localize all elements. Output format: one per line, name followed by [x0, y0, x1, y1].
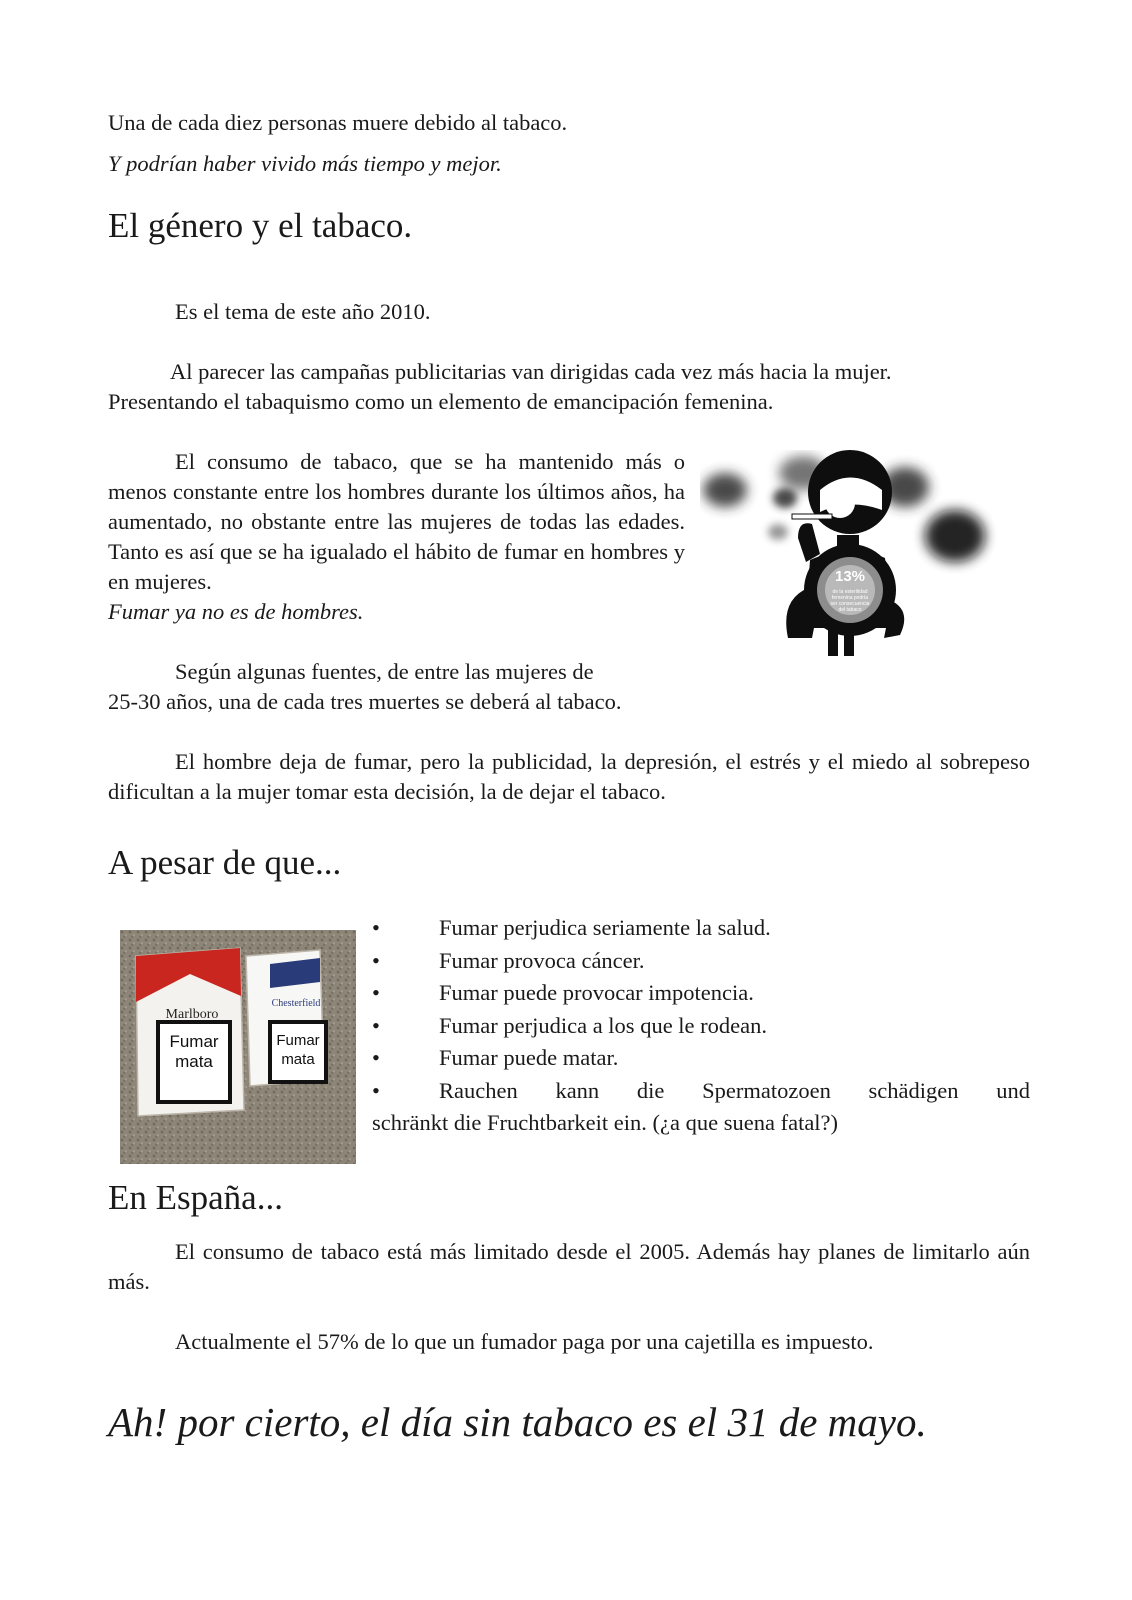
marlboro-pack: [136, 948, 244, 1116]
pack-warning-1-line2: mata: [175, 1052, 213, 1071]
cigarette-packs-photo: [120, 930, 356, 1164]
list-item: [372, 945, 1030, 978]
list-item: [372, 1010, 1030, 1043]
bullet-mark: •: [372, 1012, 380, 1038]
warning-list: [372, 912, 1030, 1140]
pregnant-smoker-illustration: [700, 450, 1020, 675]
list-item: [372, 1042, 1030, 1075]
paragraph-consumo-text: El consumo de tabaco, que se ha mantenido más o menos constante entre los hombres durante los últimos años, ha aumentado, no obstante entre las mujeres de todas las edades. Tanto es así que se ha igualado el hábito de fumar en hombres y en mujeres.: [108, 449, 685, 594]
bullet-mark: •: [372, 1077, 380, 1103]
pack-brand-2: Chesterfield: [271, 998, 321, 1009]
pack-warning-1-line1: Fumar: [169, 1032, 219, 1051]
paragraph-campanas-line2: Presentando el tabaquismo como un elemento de emancipación femenina.: [108, 389, 774, 414]
sterility-caption-3: ser consecuencia: [830, 601, 870, 607]
list-item: [372, 912, 1030, 945]
bullet-mark: •: [372, 915, 380, 940]
sterility-caption-2: femenina podría: [831, 595, 869, 601]
list-item-text: Fumar puede matar.: [439, 1045, 619, 1070]
pack-warning-2-line2: mata: [281, 1051, 315, 1068]
list-item: [372, 977, 1030, 1010]
paragraph-campanas: [108, 357, 1030, 417]
list-item-text-line2: schränkt die Fruchtbarkeit ein. (¿a que suena fatal?): [372, 1110, 839, 1135]
list-item-text: Fumar puede provocar impotencia.: [439, 980, 754, 1005]
list-item-text: Fumar provoca cáncer.: [439, 947, 645, 973]
bullet-mark: •: [372, 947, 380, 973]
paragraph-campanas-line1: Al parecer las campañas publicitarias van dirigidas cada vez más hacia la mujer.: [170, 359, 892, 384]
sterility-caption-4: del tabaco: [838, 607, 862, 613]
sterility-caption-1: de la esterilidad: [832, 589, 868, 595]
bullet-mark: •: [372, 1045, 380, 1070]
closing-line: Ah! por cierto, el día sin tabaco es el 31 de mayo.: [108, 1399, 927, 1445]
section-heading-a-pesar: A pesar de que...: [108, 843, 342, 882]
list-item: [372, 1075, 1030, 1140]
pack-warning-2-line1: Fumar: [276, 1032, 320, 1049]
list-item-text: Fumar perjudica a los que le rodean.: [439, 1012, 768, 1038]
paragraph-consumo-italic: Fumar ya no es de hombres.: [108, 599, 364, 624]
paragraph-consumo-limitado: El consumo de tabaco está más limitado desde el 2005. Además hay planes de limitarlo aún más.: [108, 1239, 1030, 1294]
paragraph-fuentes-line2: 25-30 años, una de cada tres muertes se deberá al tabaco.: [108, 689, 622, 714]
paragraph-hombre: El hombre deja de fumar, pero la publicidad, la depresión, el estrés y el miedo al sobrepeso dificultan a la mujer tomar esta decisión, la de dejar el tabaco.: [108, 749, 1030, 804]
pack-brand-1: Marlboro: [165, 1007, 219, 1022]
paragraph-tema: Es el tema de este año 2010.: [175, 299, 431, 324]
list-item-text-line1: Rauchen kann die Spermatozoen schädigen und: [439, 1077, 1030, 1103]
bullet-mark: •: [372, 980, 380, 1005]
sterility-stat: 13%: [834, 568, 866, 585]
paragraph-impuesto: Actualmente el 57% de lo que un fumador paga por una cajetilla es impuesto.: [175, 1329, 874, 1354]
intro-italic-line: Y podrían haber vivido más tiempo y mejor.: [108, 151, 502, 176]
paragraph-fuentes-line1: Según algunas fuentes, de entre las mujeres de: [175, 659, 594, 684]
chesterfield-pack: [246, 950, 326, 1086]
intro-line: Una de cada diez personas muere debido al tabaco.: [108, 110, 568, 135]
section-heading-genero: El género y el tabaco.: [108, 206, 413, 245]
section-heading-espana: En España...: [108, 1178, 283, 1217]
list-item-text: Fumar perjudica seriamente la salud.: [439, 915, 771, 940]
paragraph-consumo: [108, 447, 685, 627]
